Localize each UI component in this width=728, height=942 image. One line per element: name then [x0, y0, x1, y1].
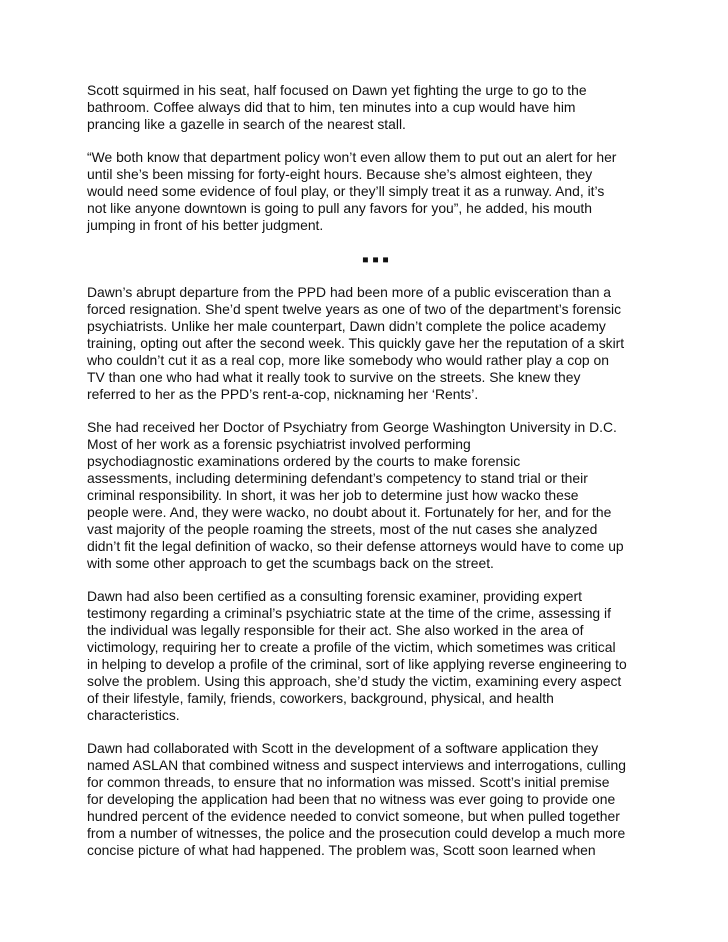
- text-line: psychodiagnostic examinations ordered by the courts to make forensic: [87, 453, 521, 469]
- text-line: She had received her Doctor of Psychiatry from George Washington University in D.C.: [87, 419, 617, 435]
- paragraphs-before-break: [87, 82, 667, 234]
- text-line: the individual was legally responsible for their act. She also worked in the area of: [87, 622, 584, 638]
- document-page: [87, 82, 667, 875]
- text-line: prancing like a gazelle in search of the nearest stall.: [87, 116, 406, 132]
- text-line: criminal responsibility. In short, it was her job to determine just how wacko these: [87, 487, 579, 503]
- text-line: testimony regarding a criminal’s psychiatric state at the time of the crime, assessing if: [87, 605, 611, 621]
- text-line: TV than one who had what it really took to survive on the streets. She knew they: [87, 369, 581, 385]
- text-line: hundred percent of the evidence needed to convict someone, but when pulled together: [87, 808, 620, 824]
- text-line: Dawn had collaborated with Scott in the development of a software application they: [87, 740, 599, 756]
- text-line: vast majority of the people roaming the streets, most of the nut cases she analyzed: [87, 521, 598, 537]
- text-line: Scott squirmed in his seat, half focused on Dawn yet fighting the urge to go to the: [87, 82, 587, 98]
- text-line: who couldn’t cut it as a real cop, more like somebody who would rather play a cop on: [87, 352, 609, 368]
- text-line: for common threads, to ensure that no information was missed. Scott’s initial premise: [87, 774, 610, 790]
- text-line: training, opting out after the second week. This quickly gave her the reputation of a skirt: [87, 335, 625, 351]
- text-line: Most of her work as a forensic psychiatrist involved performing: [87, 436, 471, 452]
- text-line: concise picture of what had happened. The problem was, Scott soon learned when: [87, 842, 596, 858]
- text-line: bathroom. Coffee always did that to him, ten minutes into a cup would have him: [87, 99, 576, 115]
- text-line: didn’t fit the legal definition of wacko, so their defense attorneys would have to come up: [87, 538, 624, 554]
- text-line: jumping in front of his better judgment.: [87, 217, 324, 233]
- text-line: characteristics.: [87, 707, 180, 723]
- text-line: named ASLAN that combined witness and suspect interviews and interrogations, culling: [87, 757, 626, 773]
- text-line: from a number of witnesses, the police and the prosecution could develop a much more: [87, 825, 626, 841]
- text-line: with some other approach to get the scumbags back on the street.: [87, 555, 494, 571]
- text-line: solve the problem. Using this approach, she’d study the victim, examining every aspect: [87, 673, 622, 689]
- paragraph: [87, 82, 667, 133]
- text-line: until she’s been missing for forty-eight hours. Because she’s almost eighteen, they: [87, 166, 593, 182]
- paragraph: [87, 588, 667, 724]
- text-line: assessments, including determining defendant’s competency to stand trial or their: [87, 470, 588, 486]
- text-line: referred to her as the PPD’s rent-a-cop, nicknaming her ‘Rents’.: [87, 386, 479, 402]
- paragraph: [87, 284, 667, 403]
- text-line: in helping to develop a profile of the criminal, sort of like applying reverse engineering to: [87, 656, 627, 672]
- paragraphs-after-break: [87, 284, 667, 859]
- text-line: forced resignation. She’d spent twelve years as one of two of the department’s forensic: [87, 301, 622, 317]
- text-line: “We both know that department policy won’t even allow them to put out an alert for her: [87, 149, 617, 165]
- text-line: Dawn had also been certified as a consulting forensic examiner, providing expert: [87, 588, 582, 604]
- paragraph: [87, 740, 667, 859]
- text-line: psychiatrists. Unlike her male counterpart, Dawn didn’t complete the police academy: [87, 318, 606, 334]
- text-line: for developing the application had been that no witness was ever going to provide one: [87, 791, 616, 807]
- text-line: not like anyone downtown is going to pull any favors for you”, he added, his mouth: [87, 200, 593, 216]
- paragraph: [87, 149, 667, 234]
- text-line: of their lifestyle, family, friends, coworkers, background, physical, and health: [87, 690, 554, 706]
- paragraph: [87, 419, 667, 572]
- text-line: would need some evidence of foul play, or they’ll simply treat it as a runway. And, it’s: [87, 183, 605, 199]
- text-line: Dawn’s abrupt departure from the PPD had been more of a public evisceration than a: [87, 284, 612, 300]
- text-line: victimology, requiring her to create a profile of the victim, which sometimes was critical: [87, 639, 616, 655]
- section-break-marker: ▪▪▪: [361, 249, 393, 271]
- text-line: people were. And, they were wacko, no doubt about it. Fortunately for her, and for the: [87, 504, 612, 520]
